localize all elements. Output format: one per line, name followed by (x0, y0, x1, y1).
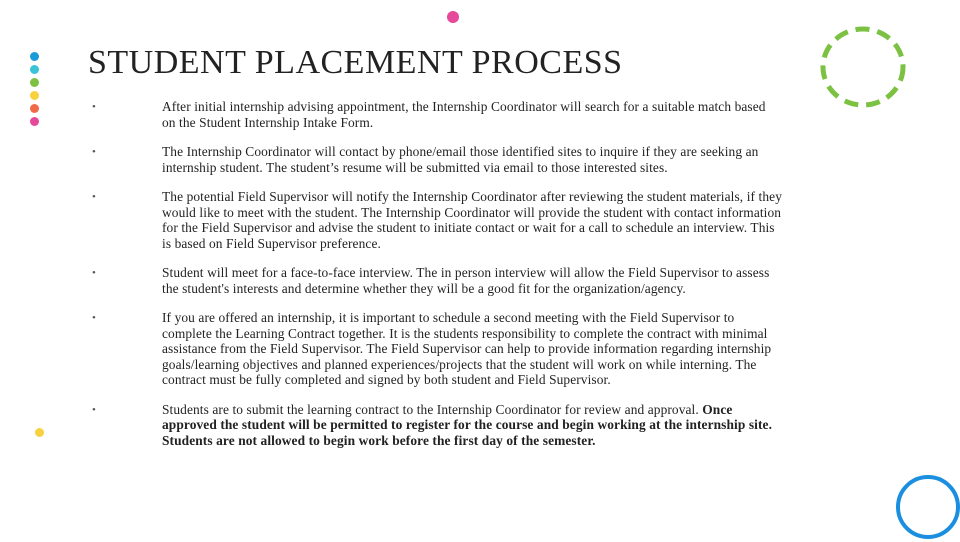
yellow-dot (30, 91, 39, 100)
bullet-marker: • (92, 146, 96, 158)
blue-ring (893, 472, 960, 542)
bullet-item (92, 310, 782, 388)
pink-top-dot (447, 11, 459, 23)
bullet-text: If you are offered an internship, it is important to schedule a second meeting with the Field Supervisor to complete the Learning Contract together. It is the students responsibility to complete the contract with minimal assistance from the Field Supervisor. The Field Supervisor can help to provide information regarding internship goals/learning objectives and planned experiences/projects that the student will work on while interning. The contract must be fully completed and signed by both student and Field Supervisor. (162, 310, 772, 387)
bullet-text: Student will meet for a face-to-face interview. The in person interview will allow the Field Supervisor to assess the student's interests and determine whether they will be a good fit for the organization/agency. (162, 265, 770, 296)
orange-dot (30, 104, 39, 113)
bullet-marker: • (92, 101, 96, 113)
slide-title: STUDENT PLACEMENT PROCESS (88, 44, 623, 81)
bullet-marker: • (92, 267, 96, 279)
bold-emphasis-text: Once approved the student will be permitted to register for the course and begin working at the internship site. Students are not allowed to begin work before the first day of the semester. (162, 401, 773, 448)
bullet-marker: • (92, 191, 96, 203)
bullet-text: The potential Field Supervisor will notify the Internship Coordinator after reviewing the student materials, if they would like to meet with the student. The Internship Coordinator will provide the student with contact information for the Field Supervisor and advise the student to initiate contact or wait for a call to schedule an interview. This is based on Field Supervisor preference. (162, 189, 782, 251)
cyan-dot (30, 65, 39, 74)
dashed-green-ring (818, 24, 908, 110)
yellow-accent-dot (35, 428, 44, 437)
bullet-item (92, 189, 782, 251)
bullet-text: The Internship Coordinator will contact by phone/email those identified sites to inquire if they are seeking an internship student. The student’s resume will be submitted via email to those interested sites. (162, 144, 759, 175)
bullet-item (92, 99, 782, 130)
blue-dot (30, 52, 39, 61)
bullet-marker: • (92, 403, 96, 416)
pink-dot (30, 117, 39, 126)
bullet-list (92, 99, 782, 462)
bullet-item (92, 265, 782, 296)
bullet-text: After initial internship advising appointment, the Internship Coordinator will search for a suitable match based on the Student Internship Intake Form. (162, 99, 766, 130)
bullet-item (92, 402, 782, 449)
bullet-text: Students are to submit the learning contract to the Internship Coordinator for review and approval. Once approved the student will be permitted to register for the course and begin working at the internship site. Students are not allowed to begin work before the first day of the semester. (162, 401, 773, 448)
bullet-item (92, 144, 782, 175)
green-dot (30, 78, 39, 87)
bullet-marker: • (92, 312, 96, 324)
